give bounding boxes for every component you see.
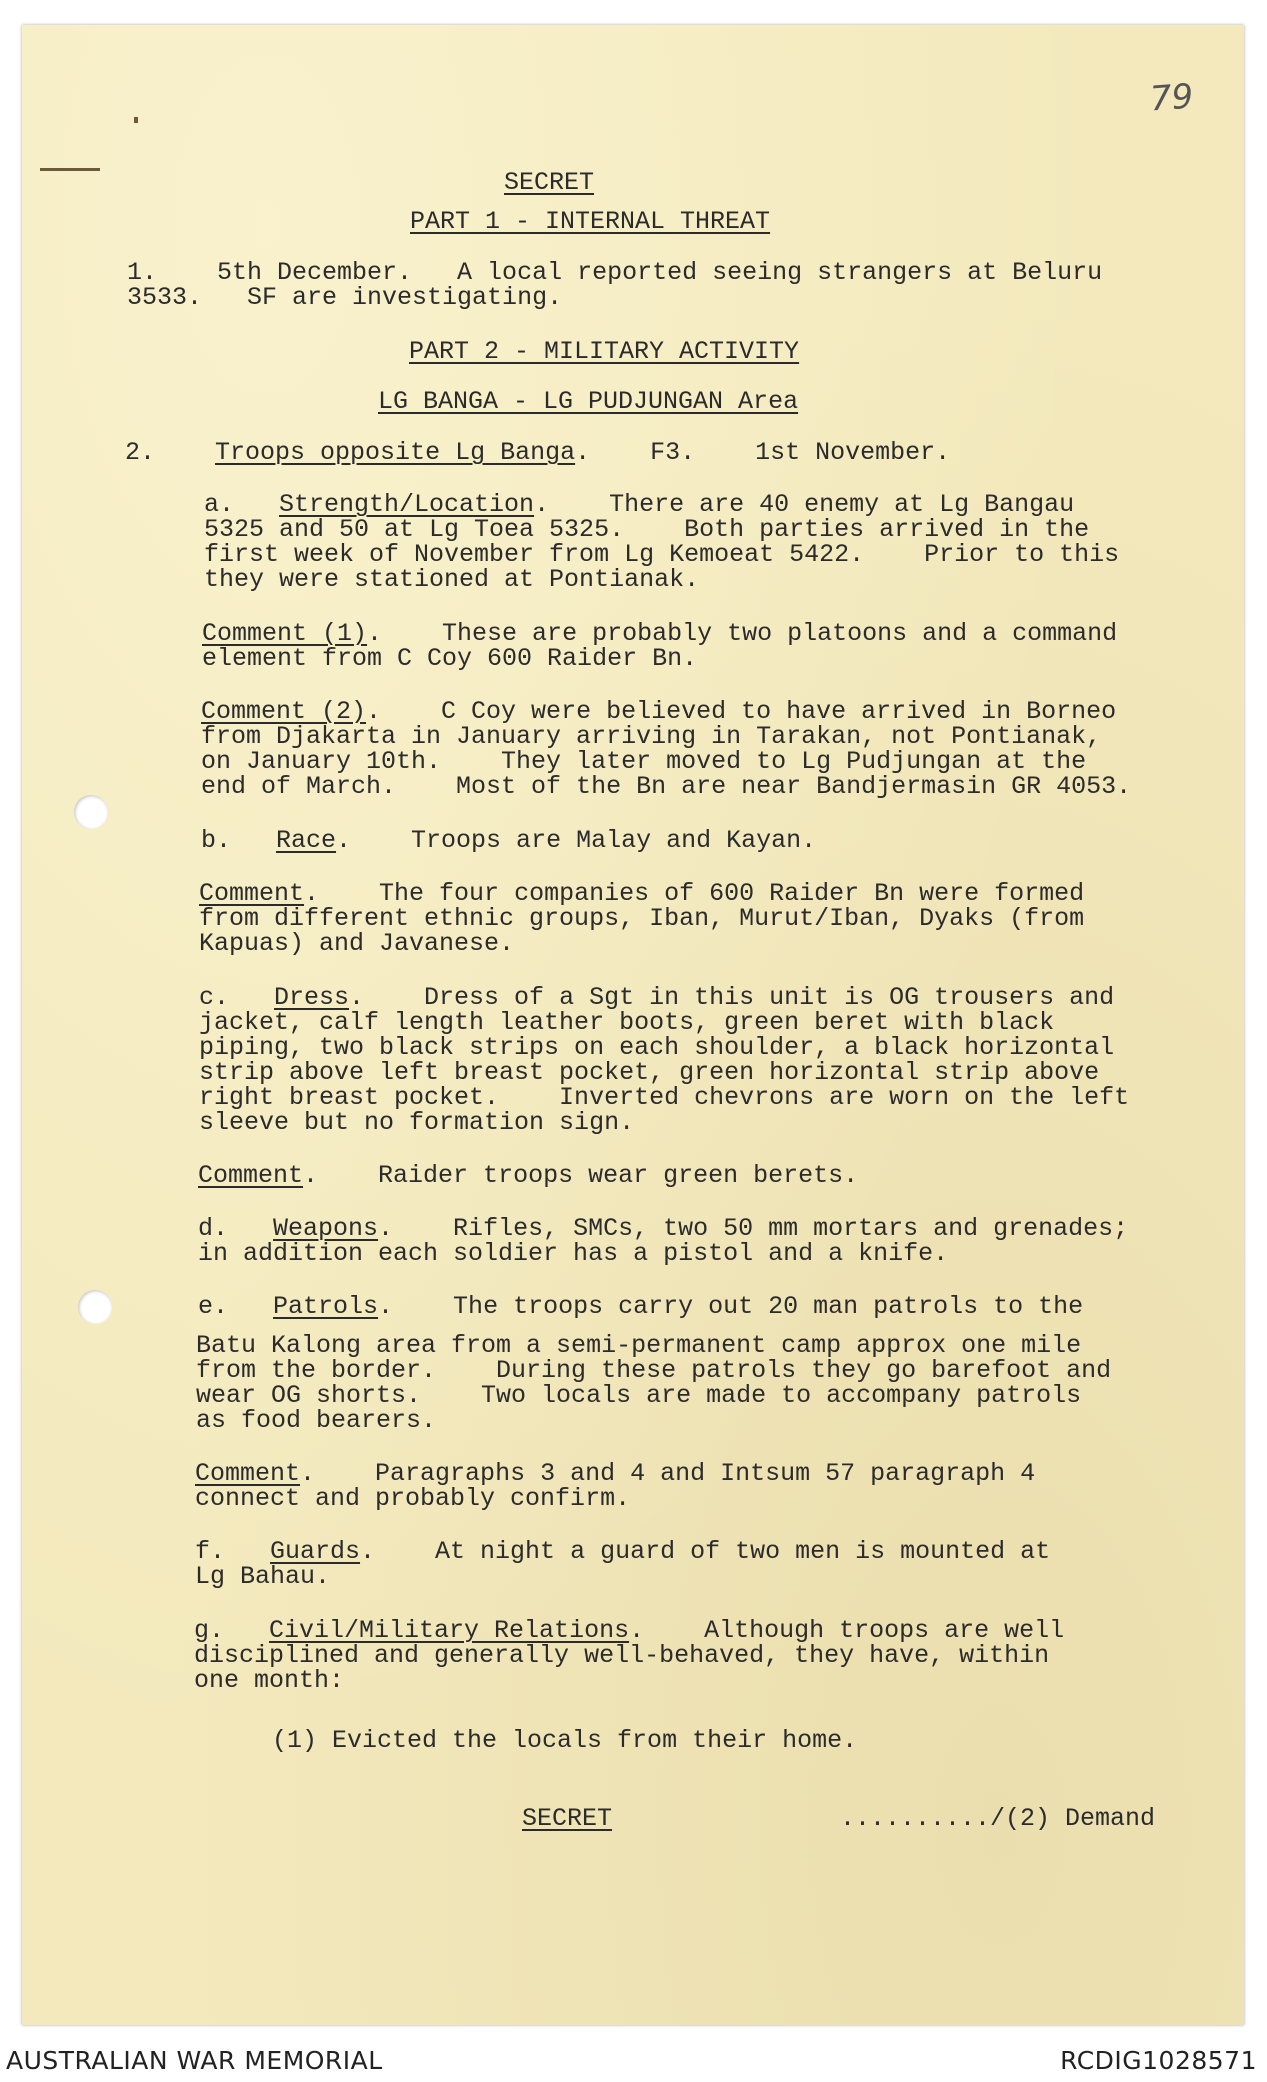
credit-left: AUSTRALIAN WAR MEMORIAL [6,2046,383,2075]
section-c-line1 [199,985,1114,1010]
top-classification: SECRET [504,168,595,197]
section-a-line3: first week of November from Lg Kemoeat 5422. Prior to this [204,540,1120,569]
section-b-rest: . Troops are Malay and Kayan. [336,826,817,855]
section-d-line2: in addition each soldier has a pistol and a knife. [198,1239,949,1268]
section-f-prefix: f. [195,1537,271,1566]
section-g-line3: one month: [194,1666,345,1695]
section-c-line2: jacket, calf length leather boots, green beret with black [199,1008,1055,1037]
section-f-line2: Lg Bahau. [195,1562,331,1591]
section-g-line2: disciplined and generally well-behaved, they have, within [194,1641,1050,1670]
comment-b-line2: from different ethnic groups, Iban, Murut/Iban, Dyaks (from [199,904,1085,933]
para1-line2: 3533. SF are investigating. [127,283,563,312]
section-d-rest: . Rifles, SMCs, two 50 mm mortars and grenades; [378,1214,1129,1243]
part1-title: PART 1 - INTERNAL THREAT [410,207,771,236]
section-a-line4: they were stationed at Pontianak. [204,565,700,594]
para2-heading: Troops opposite Lg Banga [215,438,576,467]
punch-hole [78,1290,112,1324]
comment-c-line1 [198,1163,858,1188]
credit-right: RCDIG1028571 [1060,2046,1257,2075]
section-g-rest: . Although troops are well [629,1616,1065,1645]
comment1-line2: element from C Coy 600 Raider Bn. [202,644,698,673]
section-c-prefix: c. [199,983,275,1012]
comment1-rest: . These are probably two platoons and a command [367,619,1118,648]
section-e-prefix: e. [198,1292,274,1321]
section-e-line1 [198,1294,1083,1319]
section-c-line6: sleeve but no formation sign. [199,1108,635,1137]
comment2-line1 [201,699,1116,724]
comment-b-line1 [199,881,1084,906]
page-number: 79 [1148,76,1195,120]
section-g-prefix: g. [194,1616,270,1645]
section-b-heading: Race [276,826,337,855]
section-e-heading: Patrols [273,1292,379,1321]
section-g-item1: (1) Evicted the locals from their home. [272,1726,858,1755]
para1-line1: 1. 5th December. A local reported seeing strangers at Beluru [127,258,1103,287]
section-a-line2: 5325 and 50 at Lg Toea 5325. Both parties arrived in the [204,515,1090,544]
section-c-heading: Dress [274,983,350,1012]
section-d-prefix: d. [198,1214,274,1243]
section-f-heading: Guards [270,1537,361,1566]
section-g-heading: Civil/Military Relations [269,1616,630,1645]
comment1-heading: Comment (1) [202,619,368,648]
section-e-line3: from the border. During these patrols they go barefoot and [196,1356,1112,1385]
para2-number: 2. [125,438,156,467]
section-c-line3: piping, two black strips on each shoulder, a black horizontal [199,1033,1115,1062]
section-e-line4: wear OG shorts. Two locals are made to accompany patrols [196,1381,1082,1410]
section-e-rest: . The troops carry out 20 man patrols to the [378,1292,1084,1321]
area-title: LG BANGA - LG PUDJUNGAN Area [378,387,799,416]
comment-c-heading: Comment [198,1161,304,1190]
section-e-line2: Batu Kalong area from a semi-permanent camp approx one mile [196,1331,1082,1360]
comment1-line1 [202,621,1117,646]
comment2-line4: end of March. Most of the Bn are near Bandjermasin GR 4053. [201,772,1132,801]
ink-speck [134,117,138,123]
section-a-prefix: a. [204,490,280,519]
bottom-classification: SECRET [522,1804,613,1833]
comment-b-heading: Comment [199,879,305,908]
staple-mark [40,168,100,171]
para2-line [125,440,950,465]
comment2-rest: . C Coy were believed to have arrived in Borneo [366,697,1117,726]
comment2-line3: on January 10th. They later moved to Lg Pudjungan at the [201,747,1087,776]
comment-c-rest: . Raider troops wear green berets. [303,1161,859,1190]
section-a-heading: Strength/Location [279,490,535,519]
section-a-line1 [204,492,1074,517]
section-c-rest: . Dress of a Sgt in this unit is OG trousers and [349,983,1115,1012]
comment-e-rest: . Paragraphs 3 and 4 and Intsum 57 paragraph 4 [300,1459,1036,1488]
comment2-heading: Comment (2) [201,697,367,726]
comment-b-rest: . The four companies of 600 Raider Bn were formed [304,879,1085,908]
comment2-line2: from Djakarta in January arriving in Tarakan, not Pontianak, [201,722,1102,751]
section-a-rest: . There are 40 enemy at Lg Bangau [534,490,1075,519]
section-f-line1 [195,1539,1050,1564]
section-d-line1 [198,1216,1128,1241]
section-b-line1 [201,828,816,853]
punch-hole [74,795,108,829]
section-f-rest: . At night a guard of two men is mounted at [360,1537,1051,1566]
comment-b-line3: Kapuas) and Javanese. [199,929,515,958]
comment-e-line2: connect and probably confirm. [195,1484,631,1513]
section-c-line4: strip above left breast pocket, green horizontal strip above [199,1058,1100,1087]
section-d-heading: Weapons [273,1214,379,1243]
section-c-line5: right breast pocket. Inverted chevrons are worn on the left [199,1083,1130,1112]
section-e-line5: as food bearers. [196,1406,437,1435]
comment-e-line1 [195,1461,1035,1486]
continuation-note: ........../(2) Demand [840,1804,1156,1833]
section-g-line1 [194,1618,1064,1643]
section-b-prefix: b. [201,826,277,855]
part2-title: PART 2 - MILITARY ACTIVITY [409,337,800,366]
para2-rest: . F3. 1st November. [575,438,951,467]
comment-e-heading: Comment [195,1459,301,1488]
